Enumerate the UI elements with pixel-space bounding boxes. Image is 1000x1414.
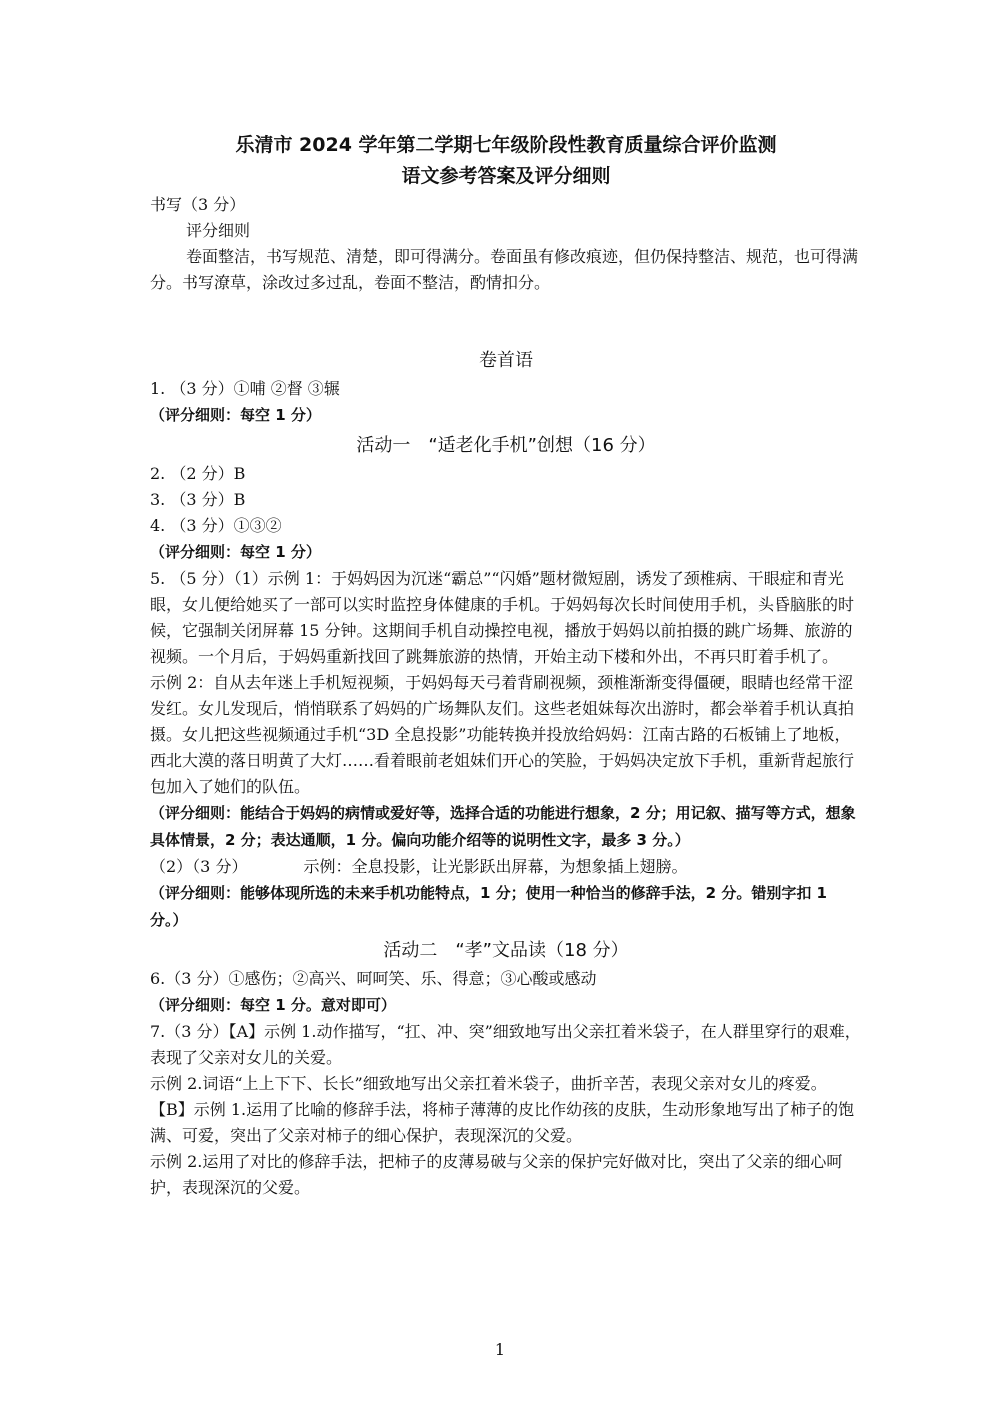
question-5-part-1: 5. （5 分）（1）示例 1：于妈妈因为沉迷“霸总”“闪婚”题材微短剧，诱发了颈椎病、干眼症和青光眼，女儿便给她买了一部可以实时监控身体健康的手机。于妈妈每次长时间使用手机，头昏脑胀的时候，它强制关闭屏幕 15 分钟。这期间手机自动操控电视，播放于妈妈以前拍摄的跳广场舞、旅游的视频。一个月后，于妈妈重新找回了跳舞旅游的热情，开始主动下楼和外出，不再只盯着手机了。 bbox=[150, 569, 855, 666]
question-5-rule-1: （评分细则：能结合于妈妈的病情或爱好等，选择合适的功能进行想象，2 分；用记叙、描写等方式，想象具体情景，2 分；表达通顺，1 分。偏向功能介绍等的说明性文字，最多 3 分。） bbox=[150, 804, 856, 849]
question-6-answer: 6.（3 分）①感伤；②高兴、呵呵笑、乐、得意；③心酸或感动 bbox=[150, 969, 597, 988]
question-4-rule: （评分细则：每空 1 分） bbox=[150, 543, 321, 561]
question-1-answer: 1. （3 分）①哺 ②督 ③辗 bbox=[150, 379, 340, 398]
writing-heading: 书写（3 分） bbox=[150, 195, 246, 214]
question-5-rule-2: （评分细则：能够体现所选的未来手机功能特点，1 分；使用一种恰当的修辞手法，2 分。错别字扣 1 分。） bbox=[150, 884, 827, 929]
activity-1-heading: 活动一 “适老化手机”创想（16 分） bbox=[356, 435, 656, 456]
question-6-rule: （评分细则：每空 1 分。意对即可） bbox=[150, 996, 396, 1014]
question-7-a-example-2: 示例 2.词语“上上下下、长长”细致地写出父亲扛着米袋子，曲折辛苦，表现父亲对女儿的疼爱。 bbox=[150, 1074, 827, 1093]
writing-rules-text: 卷面整洁，书写规范、清楚，即可得满分。卷面虽有修改痕迹，但仍保持整洁、规范，也可得满分。书写潦草，涂改过多过乱，卷面不整洁，酌情扣分。 bbox=[150, 247, 859, 292]
question-7-b-example-1: 【B】示例 1.运用了比喻的修辞手法，将柿子薄薄的皮比作幼孩的皮肤，生动形象地写出了柿子的饱满、可爱，突出了父亲对柿子的细心保护，表现深沉的父爱。 bbox=[150, 1100, 855, 1145]
question-7-b-example-2: 示例 2.运用了对比的修辞手法，把柿子的皮薄易破与父亲的保护完好做对比，突出了父亲的细心呵护，表现深沉的父爱。 bbox=[150, 1152, 843, 1197]
question-4-answer: 4. （3 分）①③② bbox=[150, 516, 282, 535]
document-title: 乐清市 2024 学年第二学期七年级阶段性教育质量综合评价监测 bbox=[235, 134, 777, 156]
question-3-answer: 3. （3 分）B bbox=[150, 490, 246, 509]
page-number: 1 bbox=[494, 1340, 506, 1359]
writing-rules-label: 评分细则 bbox=[186, 221, 251, 240]
document-subtitle: 语文参考答案及评分细则 bbox=[401, 165, 611, 187]
activity-2-heading: 活动二 “孝”文品读（18 分） bbox=[383, 940, 629, 961]
question-1-rule: （评分细则：每空 1 分） bbox=[150, 406, 321, 424]
question-5-example-2: 示例 2：自从去年迷上手机短视频，于妈妈每天弓着背刷视频，颈椎渐渐变得僵硬，眼睛也经常干涩发红。女儿发现后，悄悄联系了妈妈的广场舞队友们。这些老姐妹每次出游时，都会举着手机认真拍摄。女儿把这些视频通过手机“3D 全息投影”功能转换并投放给妈妈：江南古路的石板铺上了地板，西北大漠的落日明黄了大灯……看着眼前老姐妹们开心的笑脸，于妈妈决定放下手机，重新背起旅行包加入了她们的队伍。 bbox=[150, 673, 855, 796]
preface-heading: 卷首语 bbox=[479, 350, 533, 371]
question-5-part-2: （2）（3 分） 示例：全息投影，让光影跃出屏幕，为想象插上翅膀。 bbox=[150, 857, 688, 876]
question-2-answer: 2. （2 分）B bbox=[150, 464, 246, 483]
section-spacer bbox=[150, 296, 862, 344]
question-7-a-example-1: 7.（3 分）【A】示例 1.动作描写，“扛、冲、突”细致地写出父亲扛着米袋子，在人群里穿行的艰难，表现了父亲对女儿的关爱。 bbox=[150, 1022, 861, 1067]
